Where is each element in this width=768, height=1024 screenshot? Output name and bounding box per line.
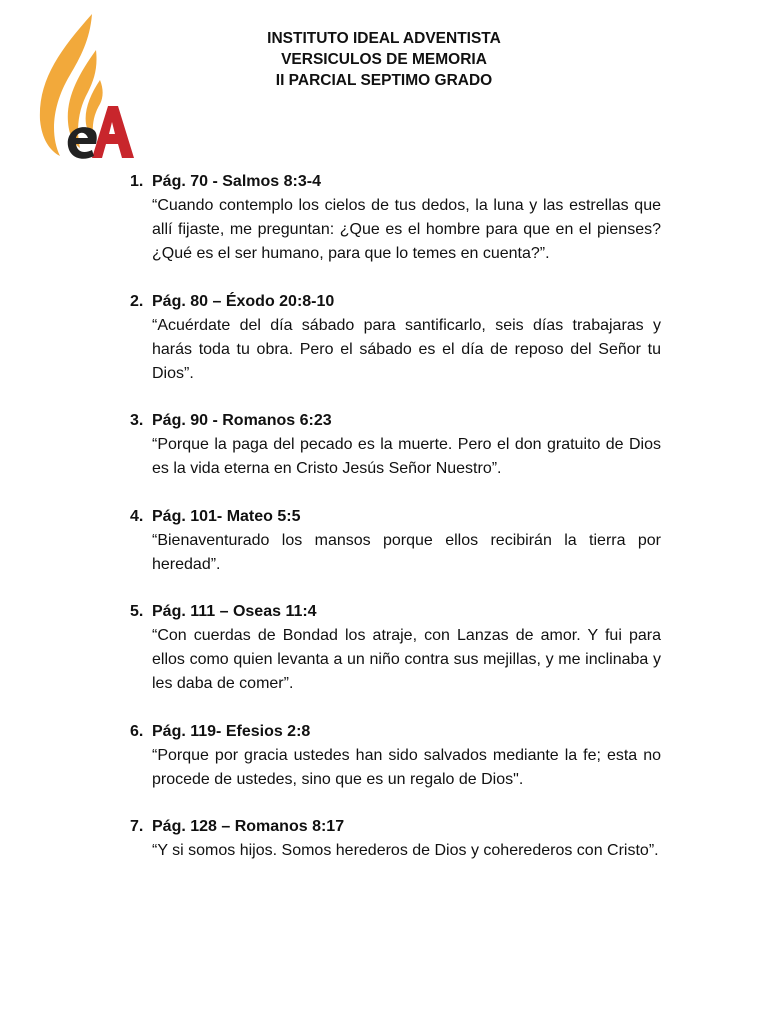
verse-list [130, 170, 661, 887]
verse-text: “Porque por gracia ustedes han sido salvados mediante la fe; esta no procede de ustedes, sino que es un regalo de Dios". [152, 746, 661, 788]
item-number: 5. [130, 603, 144, 620]
list-item [130, 815, 661, 863]
verse-reference: Pág. 80 – Éxodo 20:8-10 [152, 292, 335, 310]
list-item [130, 409, 661, 481]
document-subtitle: II PARCIAL SEPTIMO GRADO [275, 72, 493, 89]
verse-reference: Pág. 128 – Romanos 8:17 [152, 818, 345, 835]
verse-text: “Bienaventurado los mansos porque ellos recibirán la tierra por heredad”. [152, 531, 661, 573]
verse-text: “Porque la paga del pecado es la muerte. Pero el don gratuito de Dios es la vida eterna en Cristo Jesús Señor Nuestro”. [152, 436, 661, 477]
verse-text: “Con cuerdas de Bondad los atraje, con Lanzas de amor. Y fui para ellos como quien levanta a un niño contra sus mejillas, y me inclinaba y les daba de comer”. [152, 627, 661, 692]
verse-text: “Cuando contemplo los cielos de tus dedos, la luna y las estrellas que allí fijaste, me preguntan: ¿Que es el hombre para que en el pienses? ¿Qué es el ser humano, para que lo temes en cuenta?”. [152, 197, 661, 262]
list-item [130, 505, 661, 577]
list-item [130, 170, 661, 266]
item-number: 2. [130, 292, 144, 310]
list-item [130, 720, 661, 792]
verse-text: “Acuérdate del día sábado para santificarlo, seis días trabajaras y harás toda tu obra. Pero el sábado es el día de reposo del Señor tu Dios”. [152, 316, 661, 382]
item-number: 3. [130, 412, 144, 429]
verse-reference: Pág. 119- Efesios 2:8 [152, 722, 311, 740]
verse-text: “Y si somos hijos. Somos herederos de Dios y coherederos con Cristo”. [152, 842, 659, 859]
verse-reference: Pág. 101- Mateo 5:5 [152, 507, 301, 525]
verse-reference: Pág. 90 - Romanos 6:23 [152, 412, 332, 429]
school-name: INSTITUTO IDEAL ADVENTISTA [267, 30, 501, 47]
item-number: 6. [130, 722, 144, 740]
list-item [130, 600, 661, 696]
item-number: 4. [130, 507, 144, 525]
verse-reference: Pág. 111 – Oseas 11:4 [152, 603, 317, 620]
document-title: VERSICULOS DE MEMORIA [281, 51, 487, 68]
item-number: 1. [130, 173, 144, 190]
item-number: 7. [130, 818, 144, 835]
list-item [130, 290, 661, 386]
document-header [0, 28, 768, 91]
verse-reference: Pág. 70 - Salmos 8:3-4 [152, 173, 321, 190]
